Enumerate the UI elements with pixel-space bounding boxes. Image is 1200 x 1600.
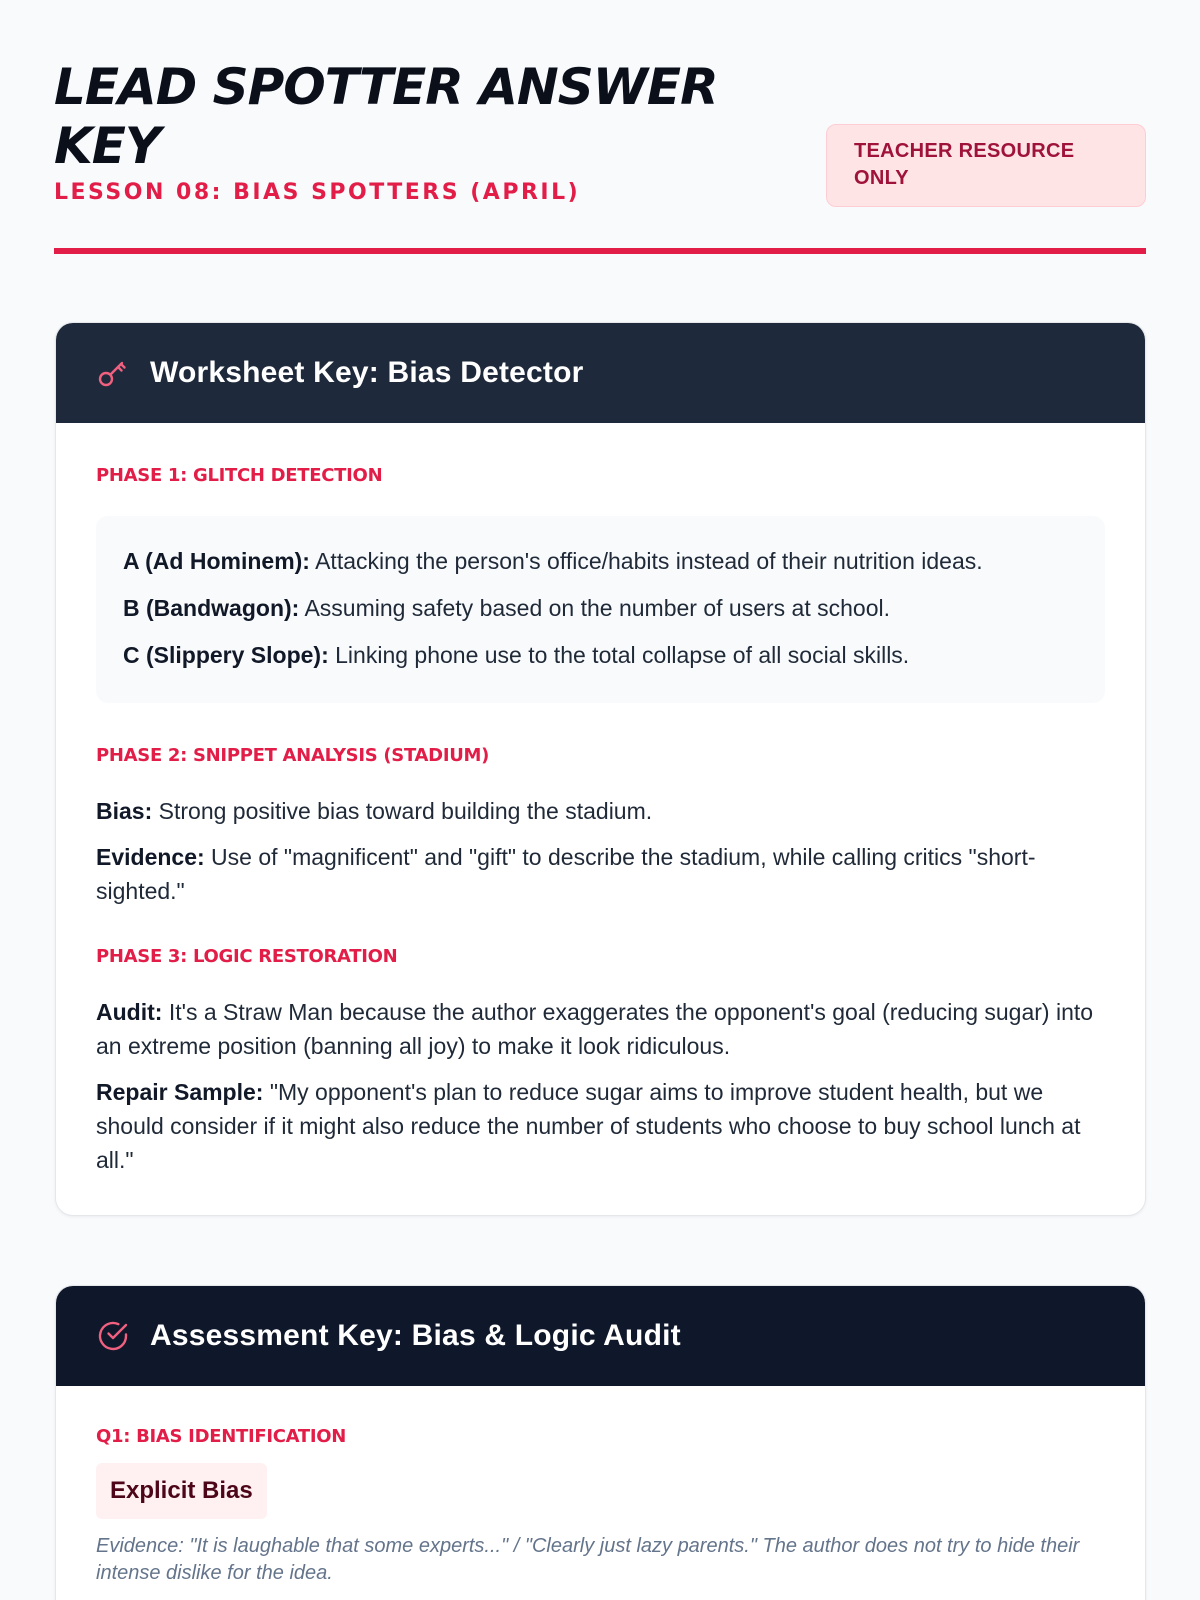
worksheet-key-card <box>55 322 1146 1216</box>
phase1-answer-b <box>123 585 1078 632</box>
phase1-label: PHASE 1: GLITCH DETECTION <box>96 465 383 486</box>
phase3-audit <box>96 995 1105 1063</box>
bias-term: Bias: <box>96 798 153 824</box>
answer-a-term: A (Ad Hominem): <box>123 548 310 574</box>
answer-b-text: Assuming safety based on the number of users at school. <box>304 595 890 621</box>
evidence-text: Use of "magnificent" and "gift" to describe the stadium, while calling critics "short-sighted." <box>96 844 1036 904</box>
phase1-answers-box <box>96 516 1105 703</box>
worksheet-key-body <box>56 465 1145 1177</box>
answer-c-text: Linking phone use to the total collapse of all social skills. <box>335 642 910 668</box>
phase3-label: PHASE 3: LOGIC RESTORATION <box>96 946 398 967</box>
q1-evidence-note: Evidence: "It is laughable that some experts..." / "Clearly just lazy parents." The author does not try to hide their intense dislike for the idea. <box>96 1535 1080 1584</box>
evidence-term: Evidence: <box>96 844 205 870</box>
worksheet-key-title: Worksheet Key: Bias Detector <box>150 356 584 389</box>
page-header <box>54 0 1146 254</box>
phase1-answer-c <box>123 632 1078 679</box>
key-icon <box>96 356 130 390</box>
check-circle-icon <box>96 1319 130 1353</box>
audit-text: It's a Straw Man because the author exaggerates the opponent's goal (reducing sugar) into an extreme position (banning all joy) to make it look ridiculous. <box>96 999 1094 1059</box>
repair-term: Repair Sample: <box>96 1079 264 1105</box>
phase3-repair <box>96 1075 1105 1177</box>
q1-label: Q1: BIAS IDENTIFICATION <box>96 1426 347 1447</box>
phase2-bias <box>96 794 1105 828</box>
bias-text: Strong positive bias toward building the stadium. <box>158 798 653 824</box>
assessment-key-card <box>55 1285 1146 1600</box>
assessment-key-body <box>56 1426 1145 1587</box>
phase2-label: PHASE 2: SNIPPET ANALYSIS (STADIUM) <box>96 745 490 766</box>
audit-term: Audit: <box>96 999 163 1025</box>
q1-answer-chip: Explicit Bias <box>96 1463 267 1519</box>
repair-text: "My opponent's plan to reduce sugar aims to improve student health, but we should consider if it might also reduce the number of students who choose to buy school lunch at all." <box>96 1079 1081 1173</box>
answer-a-text: Attacking the person's office/habits instead of their nutrition ideas. <box>315 548 983 574</box>
page-title: LEAD SPOTTER ANSWER KEY <box>54 58 718 175</box>
assessment-key-title: Assessment Key: Bias & Logic Audit <box>150 1319 681 1352</box>
answer-b-term: B (Bandwagon): <box>123 595 300 621</box>
answer-c-term: C (Slippery Slope): <box>123 642 329 668</box>
assessment-key-header <box>56 1286 1145 1386</box>
worksheet-key-header <box>56 323 1145 423</box>
teacher-resource-badge: TEACHER RESOURCE ONLY <box>826 124 1146 207</box>
lesson-subtitle: LESSON 08: BIAS SPOTTERS (APRIL) <box>54 180 581 205</box>
phase1-answer-a <box>123 538 1078 585</box>
phase2-evidence <box>96 840 1105 908</box>
